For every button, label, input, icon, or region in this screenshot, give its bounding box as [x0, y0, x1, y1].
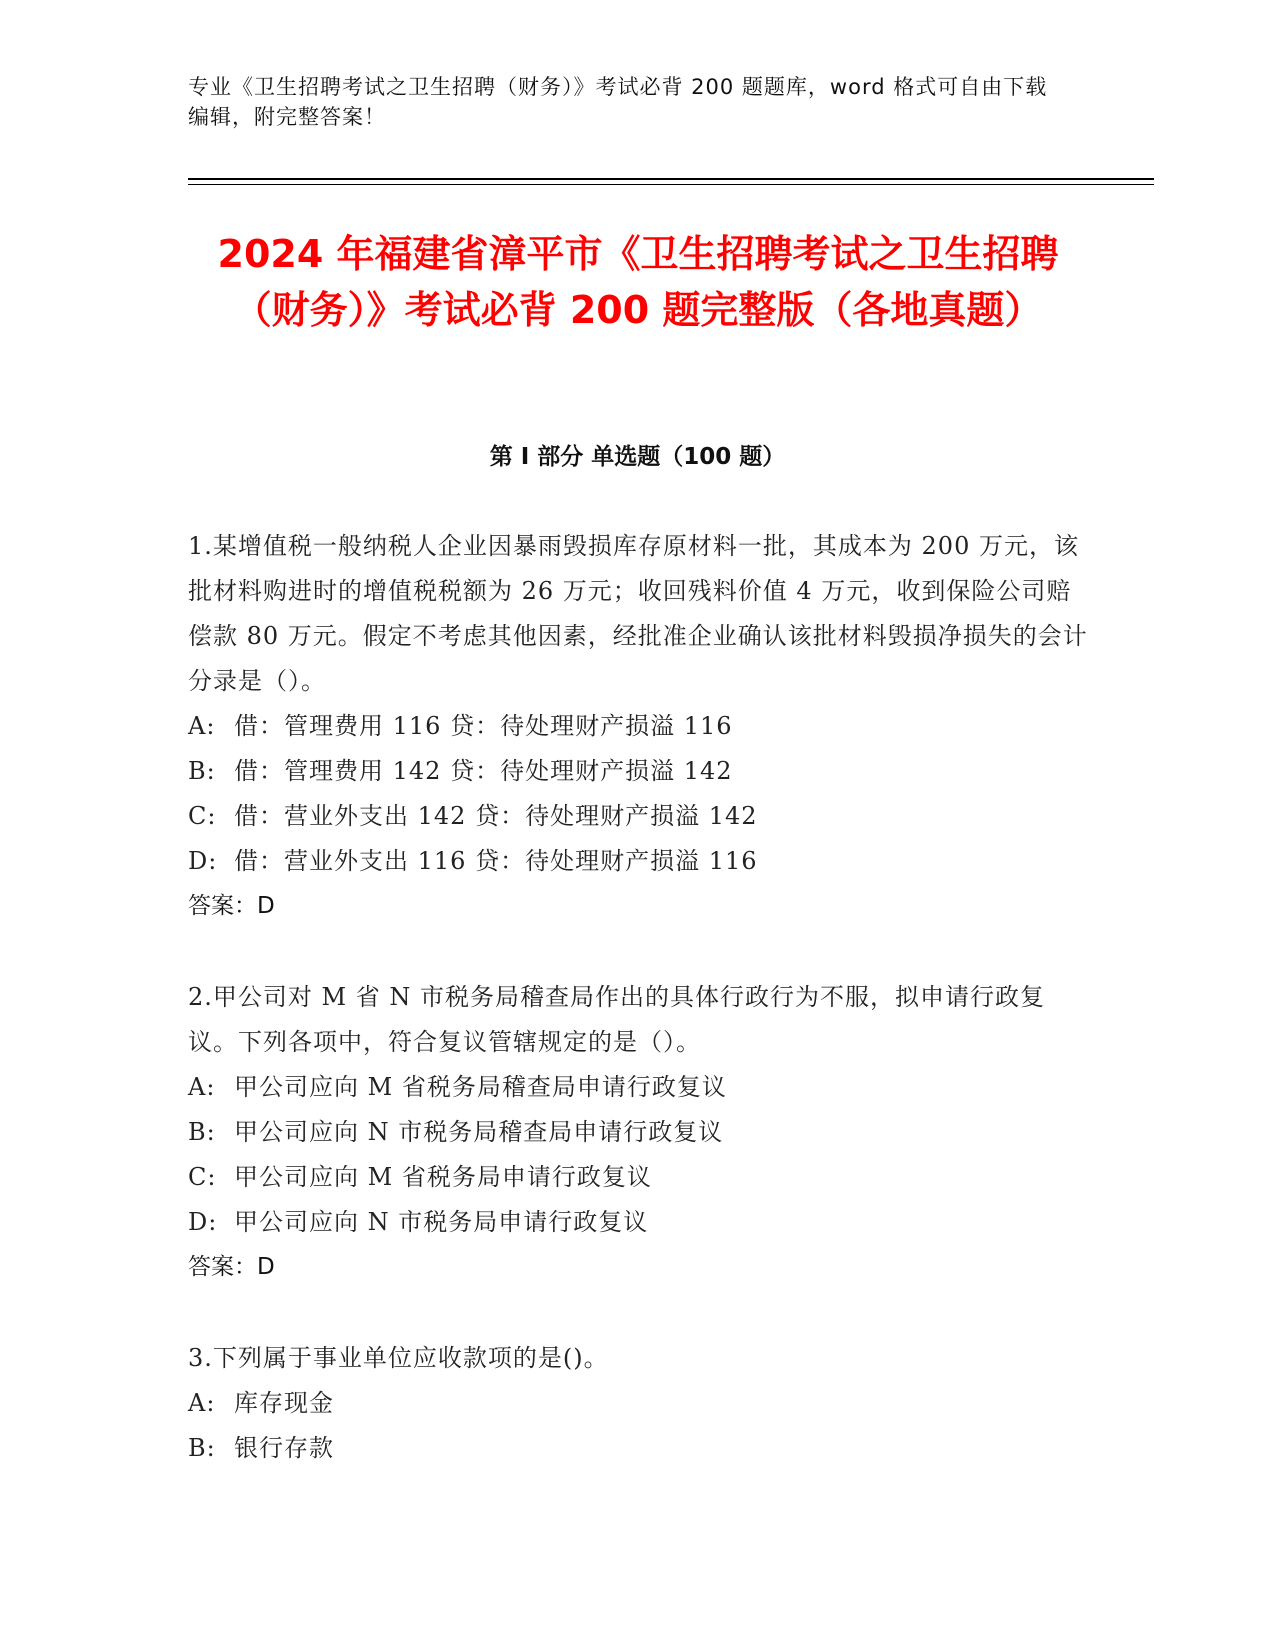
- section-heading: 第 I 部分 单选题（100 题）: [489, 444, 786, 470]
- option-text: 借：营业外支出 142 贷：待处理财产损溢 142: [234, 802, 758, 830]
- question-stem: 2.甲公司对 M 省 N 市税务局稽查局作出的具体行政行为不服，拟申请行政复议。下列各项中，符合复议管辖规定的是（）。: [188, 983, 1045, 1056]
- option-letter: D:: [188, 1208, 218, 1236]
- option-letter: B:: [188, 1434, 216, 1462]
- header-rule-thin: [188, 184, 1154, 185]
- option-text: 借：营业外支出 116 贷：待处理财产损溢 116: [234, 847, 758, 875]
- option-text: 借：管理费用 116 贷：待处理财产损溢 116: [234, 712, 733, 740]
- option-a: [188, 1065, 1088, 1110]
- header-note: 专业《卫生招聘考试之卫生招聘（财务）》考试必背 200 题题库，word 格式可自由下载编辑，附完整答案！: [188, 75, 1048, 129]
- option-letter: A:: [188, 1073, 216, 1101]
- answer-line: 答案：D: [188, 893, 275, 919]
- question-stem: 3.下列属于事业单位应收款项的是()。: [188, 1344, 609, 1372]
- document-title: 2024 年福建省漳平市《卫生招聘考试之卫生招聘（财务）》考试必背 200 题完整版（各地真题）: [217, 232, 1059, 332]
- option-text: 甲公司应向 N 市税务局申请行政复议: [234, 1208, 649, 1236]
- option-b: [188, 749, 1088, 794]
- question-list: [188, 524, 1088, 1517]
- option-text: 借：管理费用 142 贷：待处理财产损溢 142: [234, 757, 733, 785]
- option-text: 甲公司应向 N 市税务局稽查局申请行政复议: [234, 1118, 724, 1146]
- option-a: [188, 704, 1088, 749]
- option-text: 库存现金: [234, 1389, 334, 1417]
- option-letter: A:: [188, 712, 216, 740]
- question-2: [188, 975, 1088, 1290]
- option-text: 甲公司应向 M 省税务局稽查局申请行政复议: [234, 1073, 727, 1101]
- option-letter: D:: [188, 847, 218, 875]
- option-b: [188, 1426, 1088, 1471]
- option-b: [188, 1110, 1088, 1155]
- option-text: 甲公司应向 M 省税务局申请行政复议: [234, 1163, 652, 1191]
- option-d: [188, 839, 1088, 884]
- option-c: [188, 1155, 1088, 1200]
- option-letter: B:: [188, 757, 216, 785]
- header-rule-thick: [188, 178, 1154, 180]
- option-letter: B:: [188, 1118, 216, 1146]
- answer-line: 答案：D: [188, 1254, 275, 1280]
- option-letter: A:: [188, 1389, 216, 1417]
- question-1: [188, 524, 1088, 929]
- option-d: [188, 1200, 1088, 1245]
- option-letter: C:: [188, 802, 217, 830]
- option-text: 银行存款: [234, 1434, 334, 1462]
- question-3: [188, 1336, 1088, 1471]
- option-letter: C:: [188, 1163, 217, 1191]
- option-a: [188, 1381, 1088, 1426]
- question-stem: 1.某增值税一般纳税人企业因暴雨毁损库存原材料一批，其成本为 200 万元，该批材料购进时的增值税税额为 26 万元；收回残料价值 4 万元，收到保险公司赔偿款 80 万元。假定不考虑其他因素，经批准企业确认该批材料毁损净损失的会计分录是（）。: [188, 532, 1088, 695]
- option-c: [188, 794, 1088, 839]
